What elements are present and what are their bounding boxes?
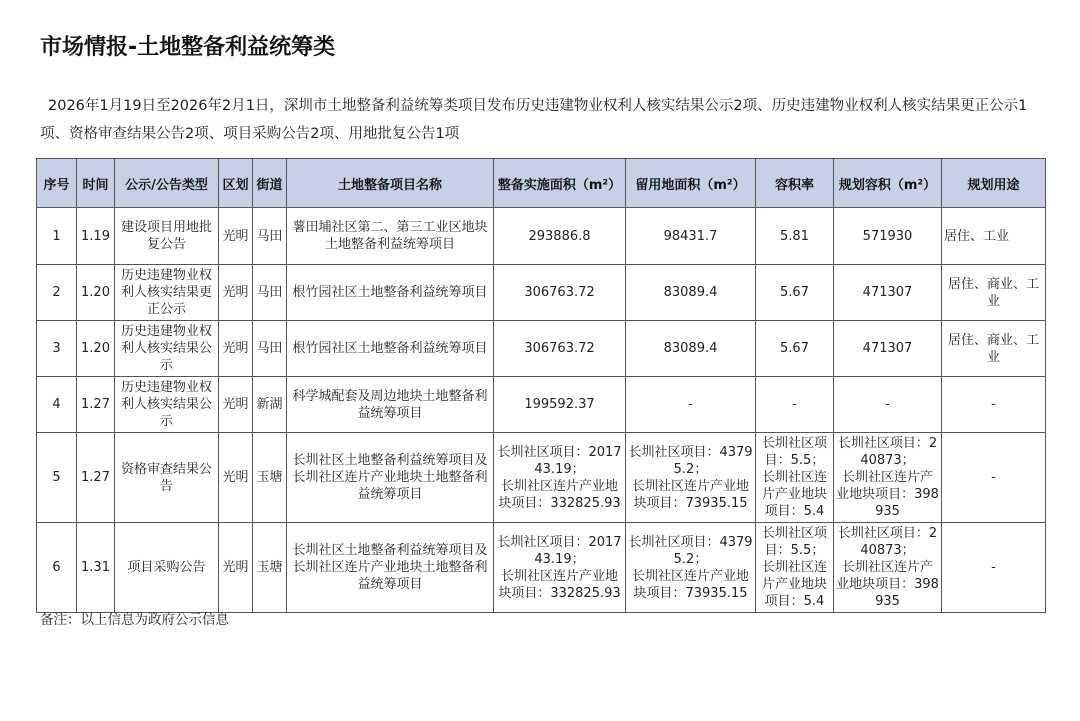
- header-far: 容积率: [756, 159, 834, 208]
- header-project-name: 土地整备项目名称: [287, 159, 494, 208]
- cell-index: 6: [37, 523, 77, 613]
- cell-planned-use: -: [942, 377, 1046, 433]
- table-row: [37, 265, 1046, 321]
- header-street: 街道: [253, 159, 287, 208]
- cell-far: 长圳社区项目：5.5； 长圳社区连片产业地块项目：5.4: [756, 433, 834, 523]
- cell-type: 项目采购公告: [115, 523, 219, 613]
- cell-district: 光明: [219, 523, 253, 613]
- cell-street: 马田: [253, 208, 287, 265]
- cell-retained-area: -: [626, 377, 756, 433]
- cell-date: 1.27: [77, 377, 115, 433]
- cell-retained-area: 83089.4: [626, 321, 756, 377]
- cell-impl-area: 长圳社区项目：201743.19； 长圳社区连片产业地块项目：332825.93: [494, 433, 626, 523]
- cell-far: 长圳社区项目：5.5； 长圳社区连片产业地块项目：5.4: [756, 523, 834, 613]
- cell-type: 资格审查结果公告: [115, 433, 219, 523]
- cell-planned-use: 居住、工业: [942, 208, 1046, 265]
- cell-planned-use: -: [942, 433, 1046, 523]
- cell-district: 光明: [219, 265, 253, 321]
- cell-date: 1.19: [77, 208, 115, 265]
- header-planned-use: 规划用途: [942, 159, 1046, 208]
- intro-paragraph: 2026年1月19日至2026年2月1日，深圳市土地整备利益统筹类项目发布历史违建物业权利人核实结果公示2项、历史违建物业权利人核实结果更正公示1项、资格审查结果公告2项、项目采购公告2项、用地批复公告1项: [40, 98, 1028, 142]
- cell-planned-use: -: [942, 523, 1046, 613]
- cell-district: 光明: [219, 377, 253, 433]
- footnote: 备注：以上信息为政府公示信息: [40, 612, 229, 628]
- cell-planned-volume: -: [834, 377, 942, 433]
- cell-planned-use: 居住、商业、工业: [942, 265, 1046, 321]
- cell-street: 玉塘: [253, 433, 287, 523]
- cell-district: 光明: [219, 208, 253, 265]
- table-row: [37, 433, 1046, 523]
- cell-impl-area: 199592.37: [494, 377, 626, 433]
- cell-date: 1.20: [77, 265, 115, 321]
- cell-impl-area: 293886.8: [494, 208, 626, 265]
- header-district: 区划: [219, 159, 253, 208]
- cell-date: 1.31: [77, 523, 115, 613]
- cell-planned-use: 居住、商业、工业: [942, 321, 1046, 377]
- cell-index: 1: [37, 208, 77, 265]
- cell-project-name: 薯田埔社区第二、第三工业区地块土地整备利益统筹项目: [287, 208, 494, 265]
- cell-index: 3: [37, 321, 77, 377]
- cell-project-name: 长圳社区土地整备利益统筹项目及长圳社区连片产业地块土地整备利益统筹项目: [287, 433, 494, 523]
- table-row: [37, 208, 1046, 265]
- table-row: [37, 321, 1046, 377]
- table-header-row: [37, 159, 1046, 208]
- cell-street: 玉塘: [253, 523, 287, 613]
- cell-project-name: 长圳社区土地整备利益统筹项目及长圳社区连片产业地块土地整备利益统筹项目: [287, 523, 494, 613]
- table-row: [37, 377, 1046, 433]
- cell-type: 历史违建物业权利人核实结果更正公示: [115, 265, 219, 321]
- cell-district: 光明: [219, 321, 253, 377]
- cell-impl-area: 长圳社区项目：201743.19； 长圳社区连片产业地块项目：332825.93: [494, 523, 626, 613]
- cell-project-name: 科学城配套及周边地块土地整备利益统筹项目: [287, 377, 494, 433]
- header-date: 时间: [77, 159, 115, 208]
- cell-planned-volume: 长圳社区项目：240873； 长圳社区连片产业地块项目：398935: [834, 433, 942, 523]
- project-table: [36, 158, 1046, 613]
- cell-far: -: [756, 377, 834, 433]
- cell-district: 光明: [219, 433, 253, 523]
- cell-far: 5.67: [756, 321, 834, 377]
- cell-type: 历史违建物业权利人核实结果公示: [115, 321, 219, 377]
- cell-planned-volume: 长圳社区项目：240873； 长圳社区连片产业地块项目：398935: [834, 523, 942, 613]
- header-type: 公示/公告类型: [115, 159, 219, 208]
- cell-street: 马田: [253, 265, 287, 321]
- cell-retained-area: 长圳社区项目：43795.2； 长圳社区连片产业地块项目：73935.15: [626, 433, 756, 523]
- cell-street: 马田: [253, 321, 287, 377]
- header-planned-volume: 规划容积（m²）: [834, 159, 942, 208]
- cell-retained-area: 98431.7: [626, 208, 756, 265]
- cell-project-name: 根竹园社区土地整备利益统筹项目: [287, 265, 494, 321]
- cell-index: 4: [37, 377, 77, 433]
- cell-planned-volume: 571930: [834, 208, 942, 265]
- cell-date: 1.20: [77, 321, 115, 377]
- cell-planned-volume: 471307: [834, 321, 942, 377]
- page-title: 市场情报-土地整备利益统筹类: [40, 35, 336, 60]
- table-row: [37, 523, 1046, 613]
- cell-planned-volume: 471307: [834, 265, 942, 321]
- cell-street: 新湖: [253, 377, 287, 433]
- cell-retained-area: 83089.4: [626, 265, 756, 321]
- cell-type: 历史违建物业权利人核实结果公示: [115, 377, 219, 433]
- cell-index: 5: [37, 433, 77, 523]
- cell-impl-area: 306763.72: [494, 321, 626, 377]
- header-impl-area: 整备实施面积（m²）: [494, 159, 626, 208]
- cell-retained-area: 长圳社区项目：43795.2； 长圳社区连片产业地块项目：73935.15: [626, 523, 756, 613]
- cell-far: 5.81: [756, 208, 834, 265]
- cell-date: 1.27: [77, 433, 115, 523]
- header-index: 序号: [37, 159, 77, 208]
- cell-index: 2: [37, 265, 77, 321]
- cell-type: 建设项目用地批复公告: [115, 208, 219, 265]
- header-retained-area: 留用地面积（m²）: [626, 159, 756, 208]
- cell-project-name: 根竹园社区土地整备利益统筹项目: [287, 321, 494, 377]
- cell-far: 5.67: [756, 265, 834, 321]
- cell-impl-area: 306763.72: [494, 265, 626, 321]
